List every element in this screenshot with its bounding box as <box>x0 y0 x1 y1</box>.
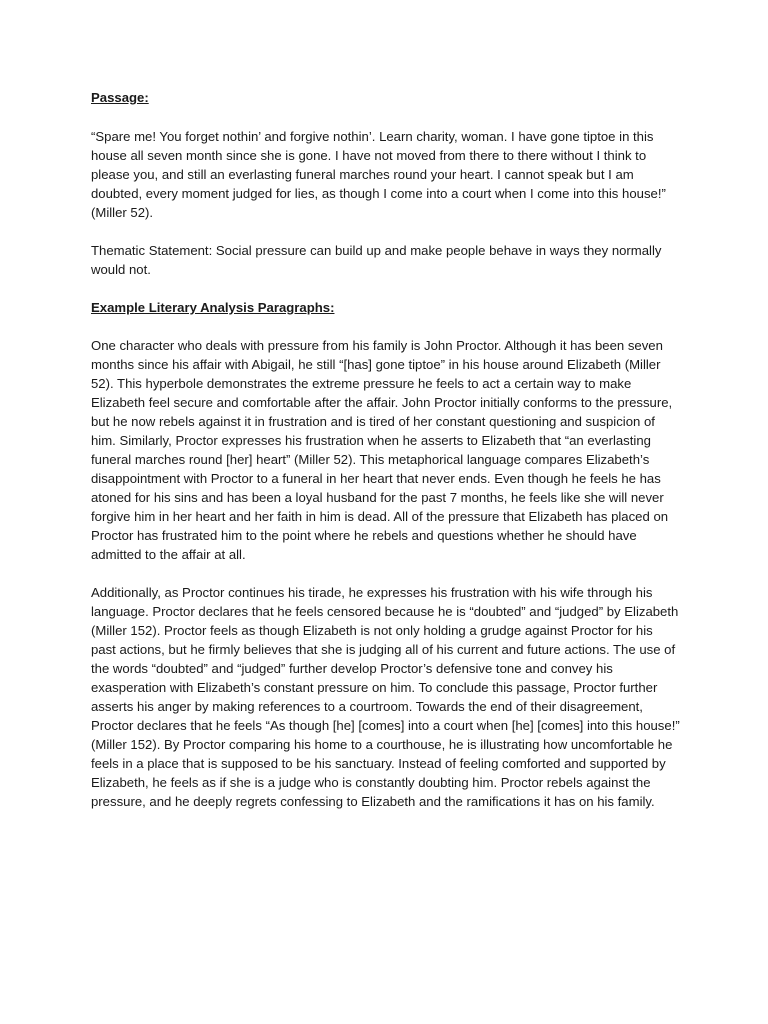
document-body <box>91 88 681 811</box>
analysis-paragraph-2: Additionally, as Proctor continues his tirade, he expresses his frustration with his wife through his language. Proctor declares that he feels censored because he is “doubted” and “judged” by Elizabeth (Miller 152). Proctor feels as though Elizabeth is not only holding a grudge against Proctor for his past actions, but he firmly believes that she is judging all of his current and future actions. The use of the words “doubted” and “judged” further develop Proctor’s defensive tone and convey his exasperation with Elizabeth’s constant pressure on him. To conclude this passage, Proctor further asserts his anger by making references to a courtroom. Towards the end of their disagreement, Proctor declares that he feels “As though [he] [comes] into a court when [he] [comes] into this house!” (Miller 152). By Proctor comparing his home to a courthouse, he is illustrating how uncomfortable he feels in a place that is supposed to be his sanctuary. Instead of feeling comforted and supported by Elizabeth, he feels as if she is a judge who is constantly doubting him. Proctor rebels against the pressure, and he deeply regrets confessing to Elizabeth and the ramifications it has on his family. <box>91 585 680 809</box>
thematic-statement: Thematic Statement: Social pressure can build up and make people behave in ways they normally would not. <box>91 243 662 277</box>
passage-heading: Passage: <box>91 90 149 105</box>
analysis-heading: Example Literary Analysis Paragraphs: <box>91 300 335 315</box>
passage-quote: “Spare me! You forget nothin’ and forgive nothin’. Learn charity, woman. I have gone tiptoe in this house all seven month since she is gone. I have not moved from there to there without I think to please you, and still an everlasting funeral marches round your heart. I cannot speak but I am doubted, every moment judged for lies, as though I come into a court when I come into this house!” (Miller 52). <box>91 129 666 220</box>
analysis-paragraph-1: One character who deals with pressure from his family is John Proctor. Although it has been seven months since his affair with Abigail, he still “[has] gone tiptoe” in his house around Elizabeth (Miller 52). This hyperbole demonstrates the extreme pressure he feels to act a certain way to make Elizabeth feel secure and comfortable after the affair. John Proctor initially conforms to the pressure, but he now rebels against it in frustration and is tired of her constant questioning and suspicion of him. Similarly, Proctor expresses his frustration when he asserts to Elizabeth that “an everlasting funeral marches round [her] heart” (Miller 52). This metaphorical language compares Elizabeth’s disappointment with Proctor to a funeral in her heart that never ends. Even though he feels he has atoned for his sins and has been a loyal husband for the past 7 months, he feels like she will never forgive him in her heart and her faith in him is dead. All of the pressure that Elizabeth has placed on Proctor has frustrated him to the point where he rebels and questions whether he should have admitted to the affair at all. <box>91 338 673 562</box>
spacer <box>91 279 681 298</box>
spacer <box>91 564 681 583</box>
spacer <box>91 317 681 336</box>
spacer <box>91 222 681 241</box>
spacer <box>91 107 681 127</box>
